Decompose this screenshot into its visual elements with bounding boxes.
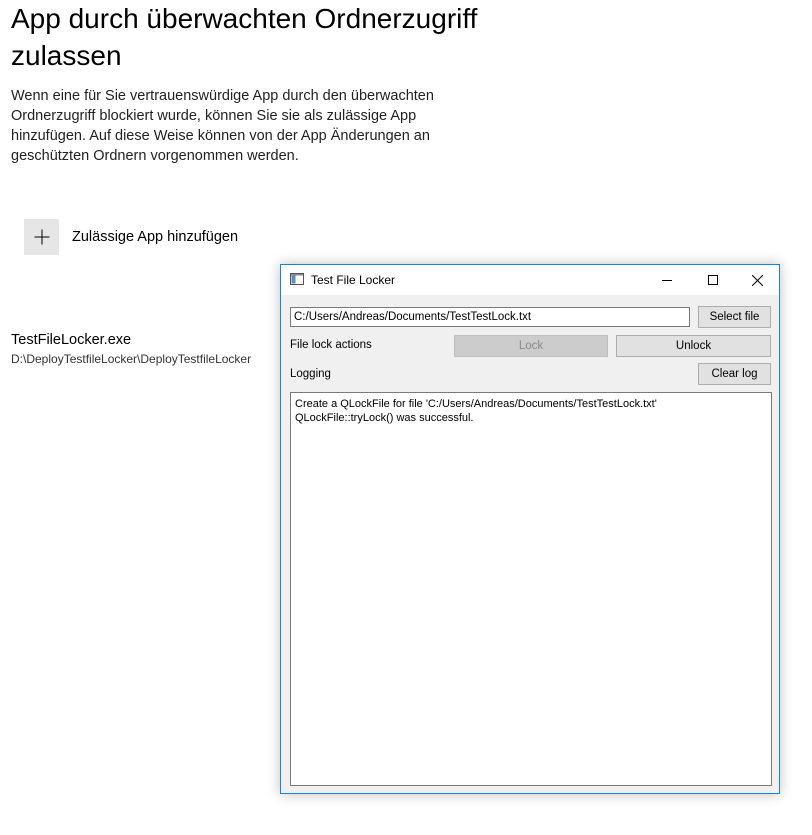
log-line: Create a QLockFile for file 'C:/Users/Andreas/Documents/TestTestLock.txt' — [295, 398, 657, 410]
test-file-locker-window — [280, 264, 780, 794]
unlock-button[interactable]: Unlock — [616, 335, 771, 357]
minimize-button[interactable] — [644, 265, 690, 295]
add-allowed-app-label: Zulässige App hinzufügen — [72, 229, 239, 245]
plus-icon — [24, 219, 59, 255]
add-allowed-app-button[interactable] — [24, 219, 238, 255]
page-description: Wenn eine für Sie vertrauenswürdige App durch den überwachten Ordnerzugriff blockiert wurde, können Sie sie als zulässige App hinzufügen. Auf diese Weise können von der App Änderungen an geschützten Ordnern vorgenommen werden. — [11, 88, 434, 164]
close-button[interactable] — [734, 265, 780, 295]
log-line: QLockFile::tryLock() was successful. — [295, 412, 474, 424]
file-lock-actions-label: File lock actions — [290, 339, 372, 351]
maximize-button[interactable] — [690, 265, 736, 295]
allowed-app-name: TestFileLocker.exe — [11, 332, 132, 348]
window-app-icon — [290, 273, 304, 285]
select-file-button[interactable]: Select file — [698, 306, 771, 328]
logging-label: Logging — [290, 368, 331, 380]
clear-log-button[interactable]: Clear log — [698, 363, 771, 385]
close-icon — [752, 275, 763, 286]
window-titlebar[interactable] — [281, 265, 779, 295]
lock-button[interactable]: Lock — [454, 335, 608, 357]
log-output[interactable] — [290, 392, 772, 786]
minimize-icon — [662, 275, 672, 285]
window-title: Test File Locker — [311, 273, 396, 287]
maximize-icon — [708, 275, 718, 285]
file-path-input[interactable]: C:/Users/Andreas/Documents/TestTestLock.txt — [290, 307, 690, 327]
allowed-app-path: D:\DeployTestfileLocker\DeployTestfileLocker — [11, 352, 252, 366]
allowed-app-item[interactable] — [11, 331, 251, 367]
page-title: App durch überwachten Ordnerzugriff zulassen — [11, 3, 478, 71]
